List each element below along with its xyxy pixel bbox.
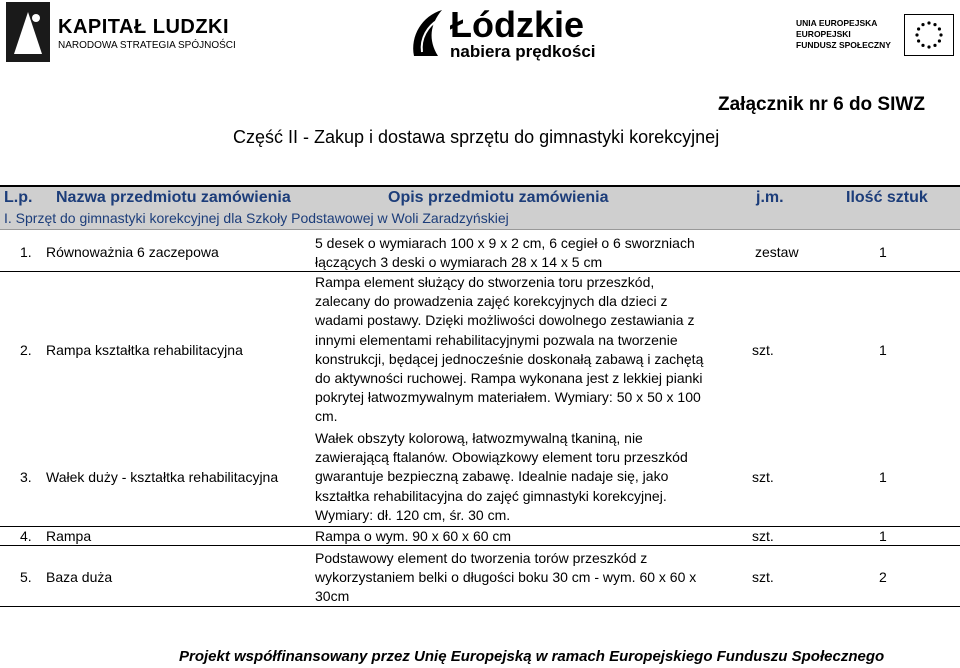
kapital-ludzki-title: KAPITAŁ LUDZKI [58,16,230,38]
row-name: Wałek duży - kształtka rehabilitacyjna [46,469,279,485]
row-name: Rampa [46,528,92,544]
row-lp: 2. [20,342,32,358]
description-line: konstrukcji, będącej jednocześnie doskonałą zabawą i zachętą [315,350,704,367]
description-line: wykorzystaniem belki o długości boku 30 cm - wym. 60 x 60 x [315,569,697,586]
header-description: Opis przedmiotu zamówienia [388,189,609,206]
description-line: kształtka rehabilitacyjna do zajęć gimnastyki korekcyjnej. [315,487,667,504]
description-line: 30cm [315,588,350,605]
row-quantity: 2 [879,569,887,585]
row-lp: 3. [20,469,32,485]
ue-line3: FUNDUSZ SPOŁECZNY [796,40,891,50]
row-name: Równoważnia 6 zaczepowa [46,244,219,260]
row-unit: szt. [752,342,774,358]
description-line: do aktywności ruchowej. Rampa wykonana jest z lekkiej pianki [315,370,703,387]
ue-line2: EUROPEJSKI [796,29,851,39]
lodzkie-subtitle: nabiera prędkości [450,42,596,61]
kapital-ludzki-emblem-icon [6,2,50,62]
description-line: Wymiary: dł. 120 cm, śr. 30 cm. [315,506,511,523]
lodzkie-emblem-icon [408,6,446,60]
row-unit: zestaw [755,244,799,260]
row-name: Rampa kształtka rehabilitacyjna [46,342,243,358]
lodzkie-title: Łódzkie [450,4,585,45]
row-name: Baza duża [46,569,113,585]
row-description [315,429,688,525]
description-line: Podstawowy element do tworzenia torów przeszkód z [315,550,648,566]
row-unit: szt. [752,528,774,544]
row-unit: szt. [752,569,774,585]
attachment-title: Załącznik nr 6 do SIWZ [718,94,925,115]
row-lp: 5. [20,569,32,585]
eu-flag-icon [904,14,954,56]
description-line: pokrytej łatwozmywalnym materiałem. Wymiary: 50 x 50 x 100 [315,389,701,406]
kapital-ludzki-subtitle: NARODOWA STRATEGIA SPÓJNOŚCI [58,40,236,51]
description-line: gwarantuje bezpieczną zabawę. Idealnie nadaje się, jako [315,468,669,485]
row-quantity: 1 [879,342,887,358]
ue-logo [796,14,956,58]
description-line: innymi elementami rehabilitacyjnymi pozwala na tworzenie [315,331,678,348]
description-line: zalecany do prowadzenia zajęć korekcyjnych dla dzieci z [315,293,668,310]
row-lp: 4. [20,528,32,544]
row-description: Rampa o wym. 90 x 60 x 60 cm [315,528,512,544]
row-description [315,273,703,427]
description-line: Rampa element służący do stworzenia toru przeszkód, [315,274,655,290]
part-title: Część II - Zakup i dostawa sprzętu do gimnastyki korekcyjnej [233,127,720,147]
kapital-ludzki-logo [6,2,236,64]
row-description [315,234,695,272]
ue-line1: UNIA EUROPEJSKA [796,18,878,28]
description-line: Wałek obszyty kolorową, łatwozmywalną tkaniną, nie [315,430,643,446]
header-name: Nazwa przedmiotu zamówienia [56,189,291,206]
row-quantity: 1 [879,244,887,260]
ue-text [796,18,891,51]
description-line: 5 desek o wymiarach 100 x 9 x 2 cm, 6 cegieł o 6 sworzniach [315,235,695,251]
row-lp: 1. [20,244,32,260]
footer-text: Projekt współfinansowany przez Unię Europejską w ramach Europejskiego Funduszu Społecznego [179,648,885,665]
row-unit: szt. [752,469,774,485]
description-line: cm. [315,408,338,425]
header-lp: L.p. [4,189,33,206]
section-title: I. Sprzęt do gimnastyki korekcyjnej dla Szkoły Podstawowej w Woli Zaradzyńskiej [4,210,509,226]
header-quantity: Ilość sztuk [846,189,928,206]
row-description [315,549,696,607]
table-header-row [0,185,960,209]
lodzkie-logo [408,2,608,64]
header-unit: j.m. [756,189,784,206]
description-line: łączących 3 deski o wymiarach 28 x 14 x 5 cm [315,254,603,271]
description-line: zawierającą ftalanów. Obowiązkowy element toru przeszkód [315,449,688,466]
row-quantity: 1 [879,469,887,485]
row-quantity: 1 [879,528,887,544]
description-line: wadami postawy. Dzięki możliwości dowolnego zestawiania z [315,312,695,329]
section-row [0,209,960,230]
